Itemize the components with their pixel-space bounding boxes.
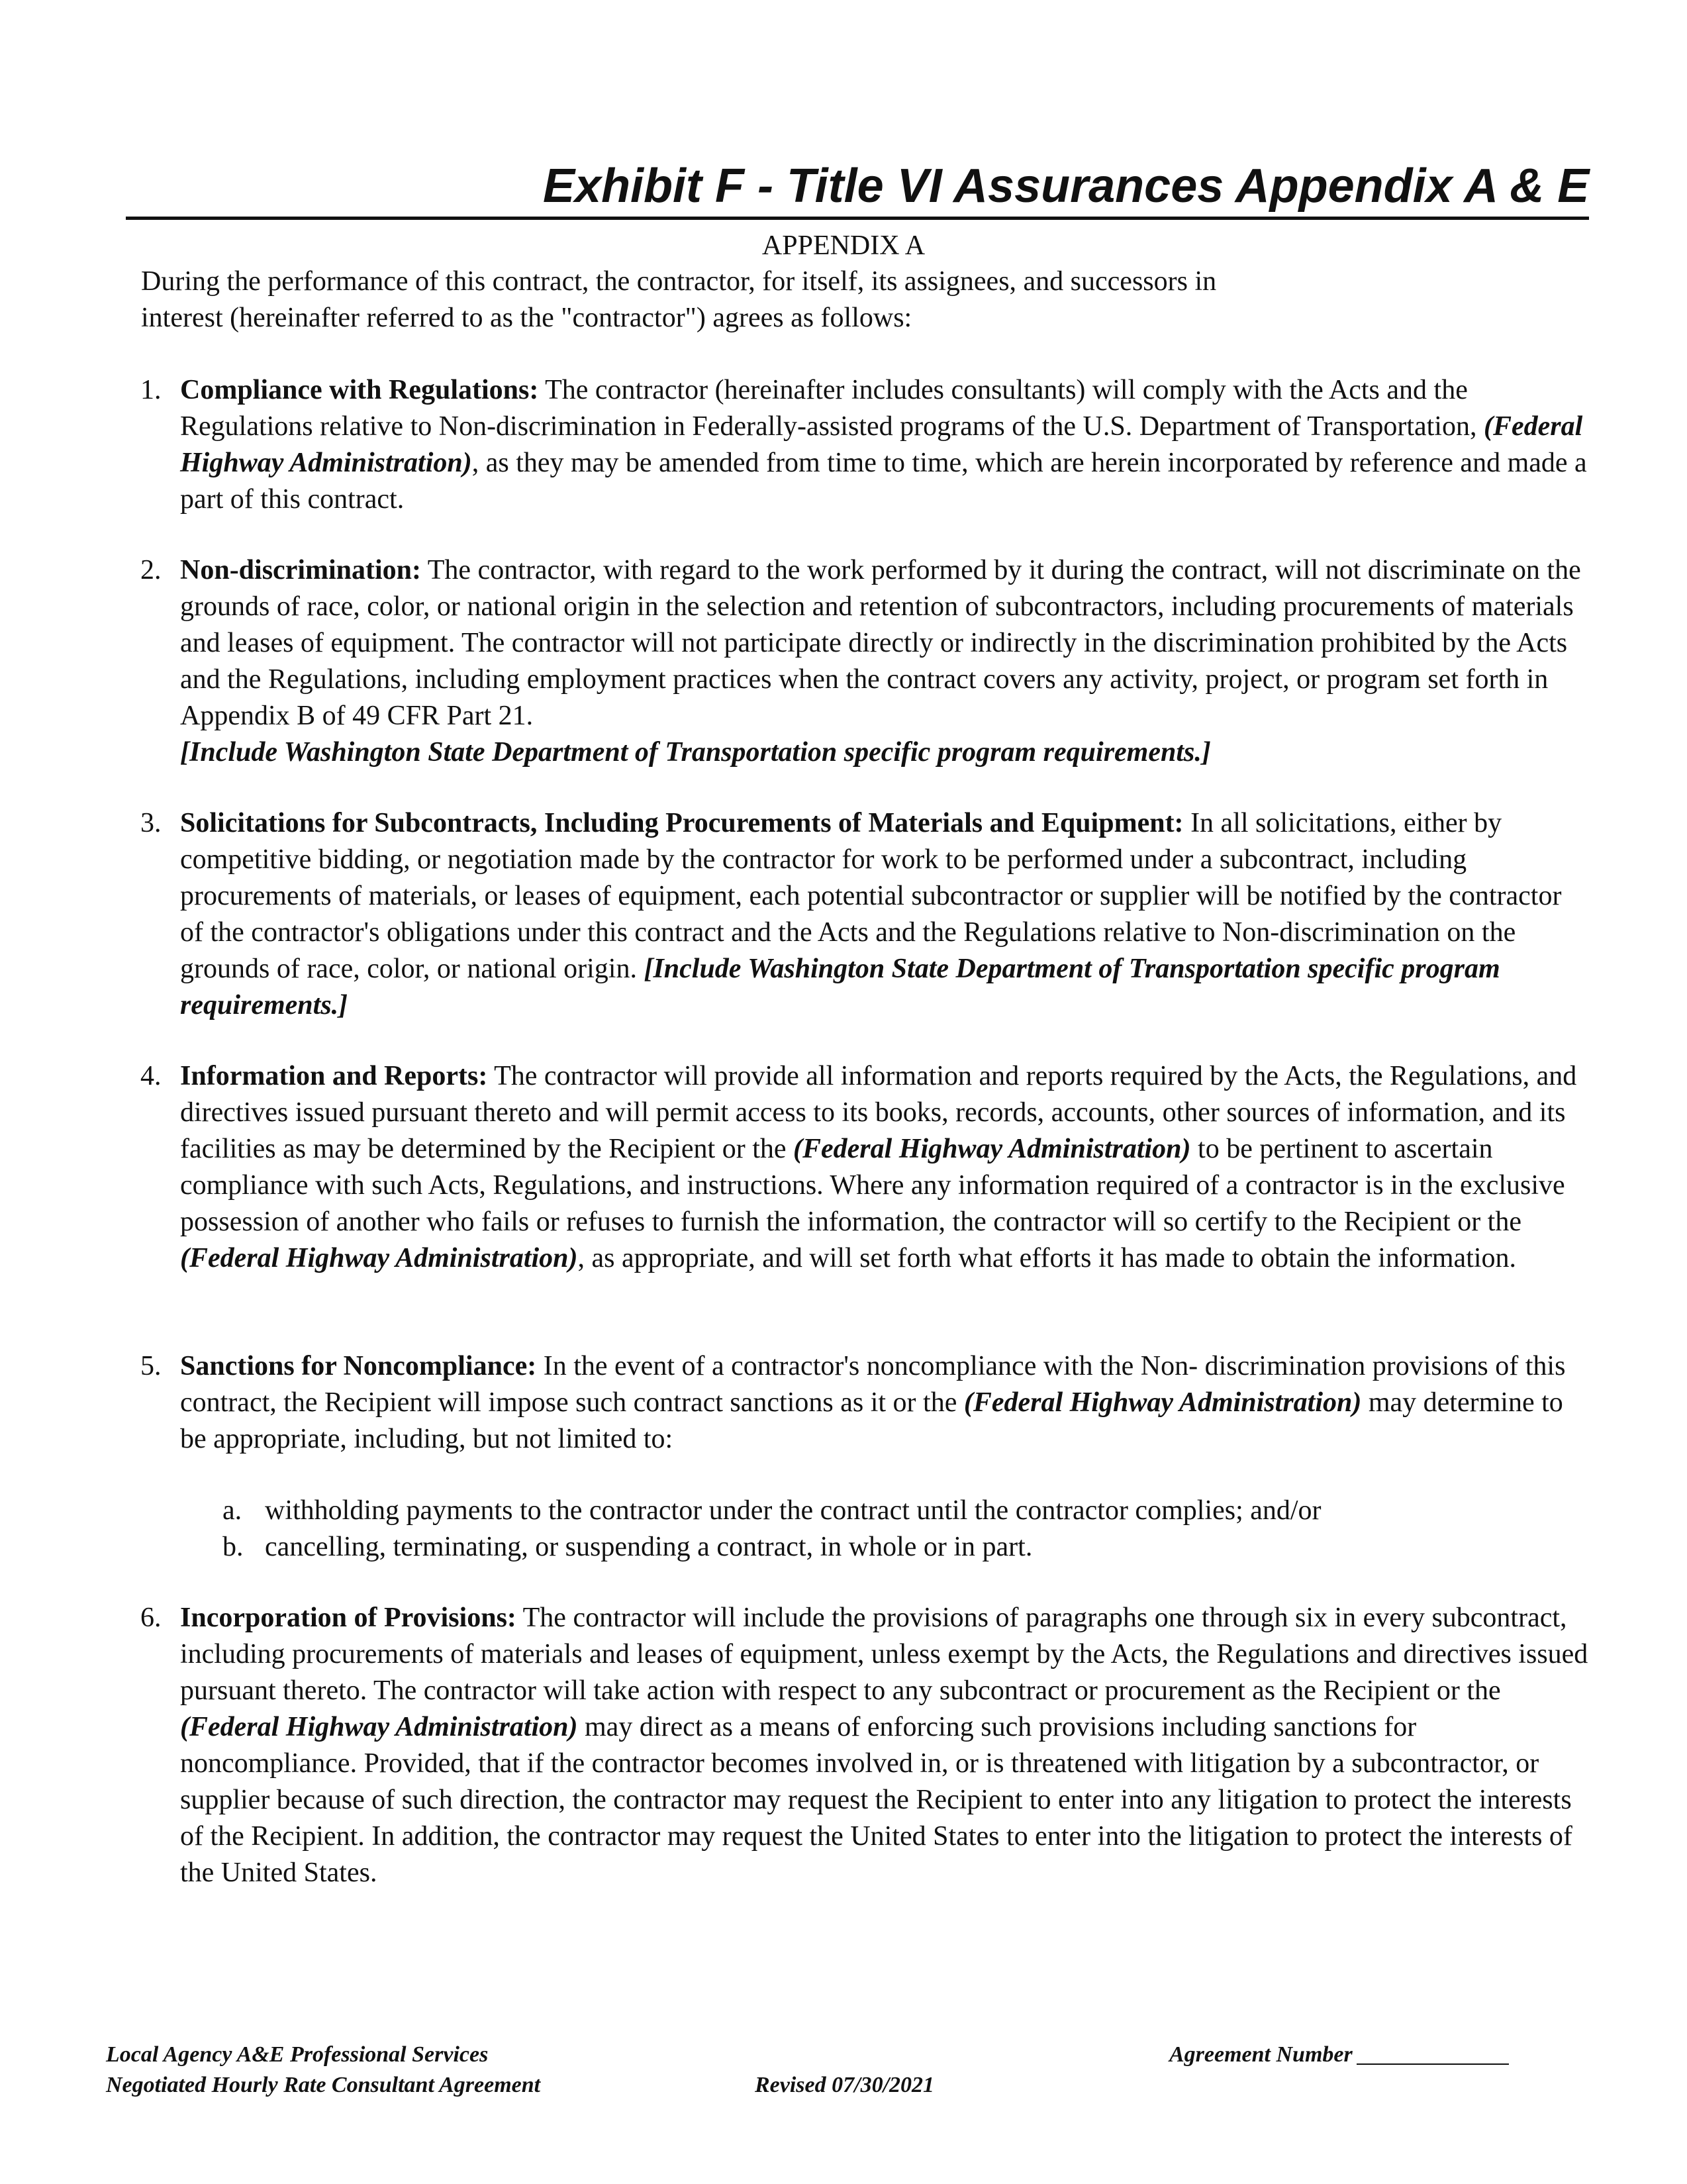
sanctions-list-item <box>222 1529 1586 1565</box>
intro-line-1: During the performance of this contract, the contractor, for itself, its assignees, and successors in <box>141 266 1217 297</box>
footer-agency-info <box>106 2040 540 2101</box>
item-body <box>180 372 1590 518</box>
item-text-a: The contractor will include the provisions of paragraphs one through six in every subcontract, including procurements of materials and leases of equipment, unless exempt by the Acts, the Regulations and directives issued pursuant thereto. The contractor will take action with respect to any subcontract or procurement as the Recipient or the <box>180 1603 1588 1706</box>
sanctions-list <box>222 1493 1586 1565</box>
item-emphasis-2: (Federal Highway Administration) <box>180 1243 578 1273</box>
sub-item-letter: b. <box>222 1532 244 1562</box>
item-title: Sanctions for Noncompliance: <box>180 1351 537 1381</box>
item-title: Non-discrimination: <box>180 555 422 585</box>
sub-item-letter: a. <box>222 1495 242 1526</box>
intro-paragraph <box>141 264 1598 336</box>
item-title: Information and Reports: <box>180 1061 488 1091</box>
sub-item-text: withholding payments to the contractor under the contract until the contractor complies; and/or <box>265 1495 1322 1526</box>
footer-line-2: Negotiated Hourly Rate Consultant Agreement <box>106 2073 541 2097</box>
item-body <box>180 805 1590 1024</box>
item-incorporation-of-provisions <box>140 1600 1590 1891</box>
footer-revised-date: Revised 07/30/2021 <box>755 2073 935 2097</box>
title-rule <box>126 217 1589 220</box>
item-information-and-reports <box>140 1058 1590 1277</box>
sub-item-text: cancelling, terminating, or suspending a contract, in whole or in part. <box>265 1532 1033 1562</box>
item-text-a: In the event of a contractor's noncompliance with the Non- discrimination provisions of this contract, the Recipient will impose such contract sanctions as it or the <box>180 1351 1566 1418</box>
item-title: Solicitations for Subcontracts, Including Procurements of Materials and Equipment: <box>180 808 1184 838</box>
item-text-c: , as appropriate, and will set forth what efforts it has made to obtain the information. <box>577 1243 1517 1273</box>
exhibit-title: Exhibit F - Title VI Assurances Appendix A & E <box>543 160 1590 213</box>
footer-line-1: Local Agency A&E Professional Services <box>106 2042 489 2067</box>
item-non-discrimination <box>140 552 1590 771</box>
item-body <box>180 1058 1590 1277</box>
item-text-a: The contractor will provide all information and reports required by the Acts, the Regulations, and directives issued pursuant thereto and will permit access to its books, records, accounts, other sources of information, and its facilities as may be determined by the Recipient or the <box>180 1061 1577 1164</box>
item-text-a: The contractor (hereinafter includes consultants) will comply with the Acts and the Regulations relative to Non-discrimination in Federally-assisted programs of the U.S. Department of Transportation, <box>180 375 1484 442</box>
agreement-number-label: Agreement Number <box>1169 2042 1353 2067</box>
intro-line-2: interest (hereinafter referred to as the "contractor") agrees as follows: <box>141 303 912 333</box>
appendix-heading: APPENDIX A <box>761 230 926 261</box>
item-emphasis: (Federal Highway Administration) <box>180 411 1583 478</box>
item-title: Incorporation of Provisions: <box>180 1603 516 1633</box>
item-emphasis: (Federal Highway Administration) <box>180 1712 578 1742</box>
footer-agreement-number <box>1169 2040 1509 2070</box>
item-emphasis: (Federal Highway Administration) <box>963 1387 1362 1418</box>
item-number: 4. <box>140 1061 162 1091</box>
item-text-b: may direct as a means of enforcing such provisions including sanctions for noncompliance. Provided, that if the contractor becomes involved in, or is threatened with litigation by a subcontractor, or supplier because of such direction, the contractor may request the Recipient to enter into any litigation to protect the interests of the Recipient. In addition, the contractor may request the United States to enter into the litigation to protect the interests of the United States. <box>180 1712 1572 1888</box>
item-number: 3. <box>140 808 162 838</box>
item-emphasis: [Include Washington State Department of Transportation specific program requirements.] <box>180 737 1211 768</box>
item-title: Compliance with Regulations: <box>180 375 539 405</box>
item-body <box>180 552 1590 734</box>
item-solicitations-for-subcontracts <box>140 805 1590 1024</box>
item-text-a: In all solicitations, either by competitive bidding, or negotiation made by the contractor for work to be performed under a subcontract, including procurements of materials, or leases of equipment, each potential subcontractor or supplier will be notified by the contractor of the contractor's obligations under this contract and the Acts and the Regulations relative to Non-discrimination on the grounds of race, color, or national origin. <box>180 808 1562 984</box>
item-sanctions-for-noncompliance <box>140 1348 1590 1458</box>
item-body-emphasis <box>180 734 1590 771</box>
item-compliance-with-regulations <box>140 372 1590 518</box>
item-number: 6. <box>140 1603 162 1633</box>
item-text-b: , as they may be amended from time to time, which are herein incorporated by reference and made a part of this contract. <box>180 448 1587 515</box>
item-body <box>180 1600 1590 1891</box>
item-emphasis: [Include Washington State Department of Transportation specific program requirements.] <box>180 954 1500 1020</box>
item-text-b: may determine to be appropriate, including, but not limited to: <box>180 1387 1563 1454</box>
item-number: 5. <box>140 1351 162 1381</box>
item-text-b: to be pertinent to ascertain compliance with such Acts, Regulations, and instructions. Where any information required of a contractor is in the exclusive possession of another who fails or refuses to furnish the information, the contractor will so certify to the Recipient or the <box>180 1134 1565 1237</box>
item-body <box>180 1348 1590 1458</box>
item-number: 1. <box>140 375 162 405</box>
sanctions-list-item <box>222 1493 1586 1529</box>
item-emphasis: (Federal Highway Administration) <box>793 1134 1191 1164</box>
item-text-a: The contractor, with regard to the work performed by it during the contract, will not discriminate on the grounds of race, color, or national origin in the selection and retention of subcontractors, including procurements of materials and leases of equipment. The contractor will not participate directly or indirectly in the discrimination prohibited by the Acts and the Regulations, including employment practices when the contract covers any activity, project, or program set forth in Appendix B of 49 CFR Part 21. <box>180 555 1581 731</box>
item-number: 2. <box>140 555 162 585</box>
agreement-number-blank <box>1357 2063 1509 2065</box>
